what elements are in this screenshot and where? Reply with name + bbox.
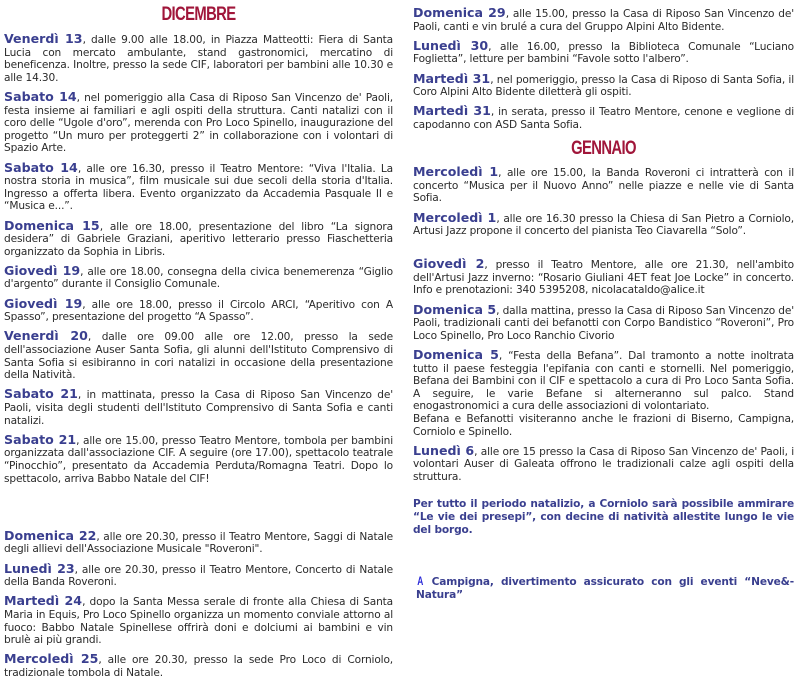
- event-item: [413, 349, 794, 438]
- event-day: Sabato 14: [4, 159, 78, 175]
- event-text: , dalle 9.00 alle 18.00, in Piazza Matteotti: Fiera di Santa Lucia con mercato ambulante, stand gastronomici, mercatino di beneficenza. Inoltre, presso la sede CIF, laboratori per bambini alle 10.30 e alle 14.30.: [4, 34, 393, 84]
- event-text: , nel pomeriggio, presso la Casa di Riposo di Santa Sofia, il Coro Alpini Alto Bidente diletterà gli ospiti.: [413, 73, 794, 99]
- note-campigna-text: Campigna, divertimento assicurato con gli eventi “Neve&-Natura”: [416, 576, 794, 602]
- event-text: , alle ore 15 presso la Casa di Riposo San Vincenzo de' Paoli, i volontari Auser di Galeata offrono le tradizionali calze agli ospiti della struttura.: [413, 445, 794, 483]
- event-item: [4, 33, 393, 84]
- event-day: Martedì 24: [4, 593, 83, 609]
- event-text: , alle ore 15.00, la Banda Roveroni ci intratterà con il concerto “Musica per il Nuovo Anno” nelle piazze e nelle vie di Santa Sofia.: [413, 167, 794, 205]
- event-text: , alle ore 20.30, presso il Teatro Mentore, Saggi di Natale degli allievi dell'Associazione Musicale "Roveroni".: [4, 530, 393, 556]
- event-item: [4, 560, 393, 589]
- event-text: , dopo la Santa Messa serale di fronte alla Chiesa di Santa Maria in Equis, Pro Loco Spinello organizza un momento conviale attorno al fuoco: Babbo Natale Spinellese offrirà doni e dolciumi ai bambini e vin brulè ai più grandi.: [4, 596, 393, 647]
- event-item: [4, 527, 393, 556]
- event-text: , dalle ore 09.00 alle ore 12.00, presso la sede dell'associazione Auser Santa Sofia, gli alunni dell'Istituto Comprensivo di Santa Sofia si esibiranno in cori natalizi in occasione della presentazione della Natività.: [4, 331, 393, 382]
- drop-initial: A: [417, 574, 424, 589]
- event-day: Mercoledì 1: [413, 164, 499, 180]
- event-item: [413, 105, 794, 131]
- event-text: , alle 15.00, presso la Casa di Riposo San Vincenzo de' Paoli, canti e vin brulé a cura del Gruppo Alpini Alto Bidente.: [413, 8, 794, 33]
- event-text: , nel pomeriggio alla Casa di Riposo San Vincenzo de' Paoli, festa insieme ai familiari e agli ospiti della struttura. Canti natalizi con il coro delle “Ugole d'oro”, merenda con Pro Loco Spinello, inaugurazione del progetto “Un muro per proteggerti 2” in collaborazione con i volontari di Spazio Arte.: [4, 91, 393, 155]
- event-text: , “Festa della Befana”. Dal tramonto a notte inoltrata tutto il paese festeggia l'epifania con canti e stornelli. Nel pomeriggio, Befana dei Bambini con il CIF e spettacolo a cura di Pro Loco Santa Sofia. A seguire, le varie Befane si alterneranno sul palco. Stand enogastronomici a cura delle associazioni di volontariato.: [413, 350, 794, 413]
- event-day: Lunedì 23: [4, 560, 75, 576]
- event-text: , alle ore 18.00, presentazione del libro “La signora desidera” di Gabriele Graziani, aperitivo letterario presso Fiaschetteria organizzato da Sophia in Libris.: [4, 220, 393, 258]
- month-heading-december: DICEMBRE: [161, 4, 236, 25]
- event-item: [413, 7, 794, 33]
- note-campigna: [413, 575, 794, 602]
- left-column: [4, 0, 393, 686]
- event-text: , alle ore 18.00, presso il Circolo ARCI, “Aperitivo con A Spasso”, presentazione del progetto “A Spasso”.: [4, 298, 393, 324]
- event-item: [413, 209, 794, 238]
- event-text: , in mattinata, presso la Casa di Riposo San Vincenzo de' Paoli, visita degli studenti dell'Istituto Comprensivo di Santa Sofia e canti natalizi.: [4, 389, 393, 427]
- event-item: [4, 388, 393, 427]
- event-day: Lunedì 6: [413, 442, 475, 458]
- month-heading-january: GENNAIO: [571, 138, 636, 160]
- event-item: [4, 595, 393, 646]
- event-item: [4, 653, 393, 679]
- event-extra-text: Befana e Befanotti visiteranno anche le frazioni di Biserno, Campigna, Corniolo e Spinello.: [413, 413, 794, 438]
- note-presepi: Per tutto il periodo natalizio, a Corniolo sarà possibile ammirare “Le vie dei presepi”, con decine di natività allestite lungo le vie del borgo.: [413, 498, 794, 537]
- event-item: [4, 88, 393, 155]
- event-item: [4, 217, 393, 259]
- event-item: [413, 442, 794, 484]
- event-item: [413, 258, 794, 297]
- event-text: , alle ore 20.30, presso la sede Pro Loco di Corniolo, tradizionale tombola di Natale.: [4, 654, 393, 679]
- event-item: [4, 330, 393, 381]
- event-text: , alle ore 18.00, consegna della civica benemerenza “Giglio d'argento” durante il Consiglio Comunale.: [4, 265, 393, 291]
- event-day: Martedì 31: [413, 103, 491, 119]
- event-text: , in serata, presso il Teatro Mentore, cenone e veglione di capodanno con ASD Santa Sofia.: [413, 106, 794, 131]
- event-text: , alle ore 20.30, presso il Teatro Mentore, Concerto di Natale della Banda Roveroni.: [4, 563, 393, 589]
- event-item: [413, 166, 794, 205]
- event-item: [4, 295, 393, 324]
- event-day: Domenica 5: [413, 347, 499, 363]
- event-item: [4, 159, 393, 213]
- right-column: [413, 0, 794, 602]
- event-day: Sabato 21: [4, 386, 78, 402]
- event-text: , dalla mattina, presso la Casa di Riposo San Vincenzo de' Paoli, tradizionali canti dei befanotti con Corpo Bandistico “Roveroni”, Pro Loco Spinello, Pro Loco Ranchio Civorio: [413, 304, 794, 342]
- event-day: Mercoledì 1: [413, 209, 497, 225]
- event-day: Lunedì 30: [413, 37, 489, 53]
- event-text: , alle 16.00, presso la Biblioteca Comunale “Luciano Foglietta”, letture per bambini “Favole sotto l'albero”.: [413, 40, 794, 66]
- event-item: [4, 431, 393, 485]
- event-item: [4, 262, 393, 291]
- event-day: Venerdì 20: [4, 328, 88, 344]
- event-text: , alle ore 16.30 presso la Chiesa di San Pietro a Corniolo, Artusi Jazz propone il concerto del pianista Teo Ciavarella “Solo”.: [413, 212, 794, 238]
- event-day: Venerdì 13: [4, 31, 83, 46]
- event-day: Domenica 15: [4, 217, 100, 233]
- event-day: Sabato 21: [4, 431, 77, 447]
- event-day: Giovedì 19: [4, 295, 83, 311]
- event-item: [413, 301, 794, 343]
- event-day: Domenica 22: [4, 527, 97, 543]
- event-day: Giovedì 19: [4, 262, 81, 278]
- event-text: , alle ore 15.00, presso Teatro Mentore, tombola per bambini organizzata dall'associazione CIF. A seguire (ore 17.00), spettacolo teatrale “Pinocchio”, presentato da Accademia Perduta/Romagna Teatri. Dopo lo spettacolo, arriva Babbo Natale del CIF!: [4, 434, 393, 485]
- event-item: [413, 70, 794, 99]
- event-day: Domenica 5: [413, 301, 497, 317]
- event-day: Domenica 29: [413, 5, 506, 20]
- event-day: Mercoledì 25: [4, 651, 99, 667]
- event-day: Martedì 31: [413, 70, 491, 86]
- event-text: , presso il Teatro Mentore, alle ore 21.30, nell'ambito dell'Artusi Jazz inverno: “Rosario Giuliani 4ET feat Joe Locke” in concerto. Info e prenotazioni: 340 5395208, nicolacataldo@alice.it: [413, 259, 794, 297]
- event-text: , alle ore 16.30, presso il Teatro Mentore: “Viva l'Italia. La nostra storia in musica”, film musicale sui due secoli della storia d'Italia. Ingresso a offerta libera. Evento organizzato da Accademia Pasquale II e “Musica e...”.: [4, 162, 393, 213]
- event-day: Sabato 14: [4, 88, 77, 104]
- event-item: [413, 37, 794, 66]
- event-day: Giovedì 2: [413, 256, 485, 272]
